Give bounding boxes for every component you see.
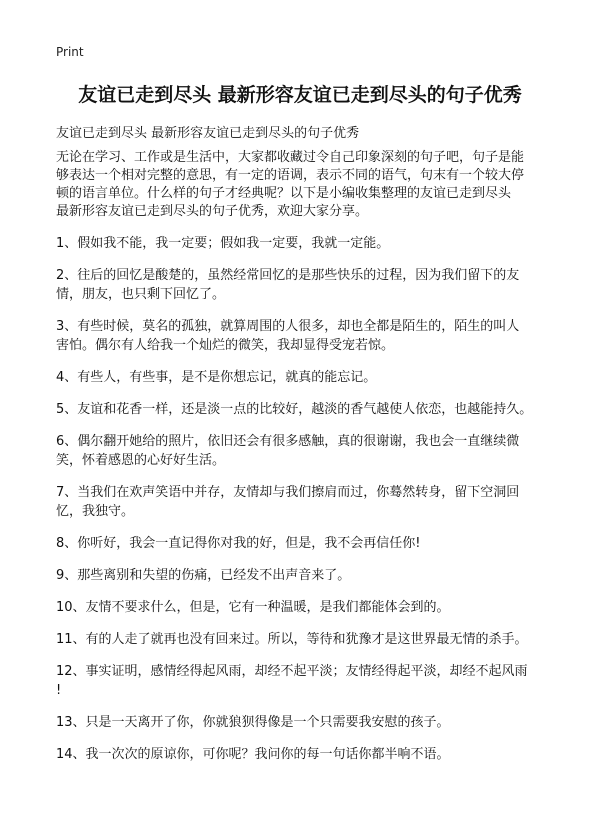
intro-paragraph: 无论在学习、工作或是生活中，大家都收藏过令自己印象深刻的句子吧，句子是能 够表达一个相对完整的意思，有一定的语调，表示不同的语气，句末有一个较大停 顿的语言单位。什么样的句子才经典呢？以下是小编收集整理的友谊已走到尽头 最新形容友谊已走到尽头的句子优秀，欢迎大家分享。 (56, 150, 525, 219)
list-item: 8、你听好，我会一直记得你对我的好，但是，我不会再信任你! (56, 536, 421, 551)
list-item: 3、有些时候，莫名的孤独，就算周围的人很多，却也全都是陌生的，陌生的叫人 害怕。偶尔有人给我一个灿烂的微笑，我却显得受宠若惊。 (56, 319, 520, 353)
list-item: 2、往后的回忆是酸楚的，虽然经常回忆的是那些快乐的过程，因为我们留下的友 情，朋友，也只剩下回忆了。 (56, 268, 520, 302)
list-item: 12、事实证明，感情经得起风雨，却经不起平淡；友情经得起平淡，却经不起风雨 ! (56, 664, 528, 698)
print-link[interactable]: Print (56, 45, 84, 59)
page-subtitle: 友谊已走到尽头 最新形容友谊已走到尽头的句子优秀 (56, 126, 360, 141)
list-item: 11、有的人走了就再也没有回来过。所以，等待和犹豫才是这世界最无情的杀手。 (56, 632, 528, 647)
sentence-list (56, 234, 552, 777)
list-item: 14、我一次次的原谅你，可你呢？我问你的每一句话你都半响不语。 (56, 747, 450, 762)
list-item: 1、假如我不能，我一定要；假如我一定要，我就一定能。 (56, 236, 390, 251)
list-item: 13、只是一天离开了你，你就狼狈得像是一个只需要我安慰的孩子。 (56, 715, 450, 730)
list-item: 5、友谊和花香一样，还是淡一点的比较好，越淡的香气越使人依恋，也越能持久。 (56, 402, 533, 417)
page-title: 友谊已走到尽头 最新形容友谊已走到尽头的句子优秀 (78, 84, 522, 106)
list-item: 7、当我们在欢声笑语中并存，友情却与我们擦肩而过，你蓦然转身，留下空洞回 忆，我独守。 (56, 485, 520, 519)
list-item: 9、那些离别和失望的伤痛，已经发不出声音来了。 (56, 568, 351, 583)
list-item: 10、友情不要求什么，但是，它有一种温暖，是我们都能体会到的。 (56, 600, 450, 615)
list-item: 4、有些人，有些事，是不是你想忘记，就真的能忘记。 (56, 370, 377, 385)
list-item: 6、偶尔翻开她给的照片，依旧还会有很多感触，真的很谢谢，我也会一直继续微 笑，怀着感恩的心好好生活。 (56, 434, 520, 468)
